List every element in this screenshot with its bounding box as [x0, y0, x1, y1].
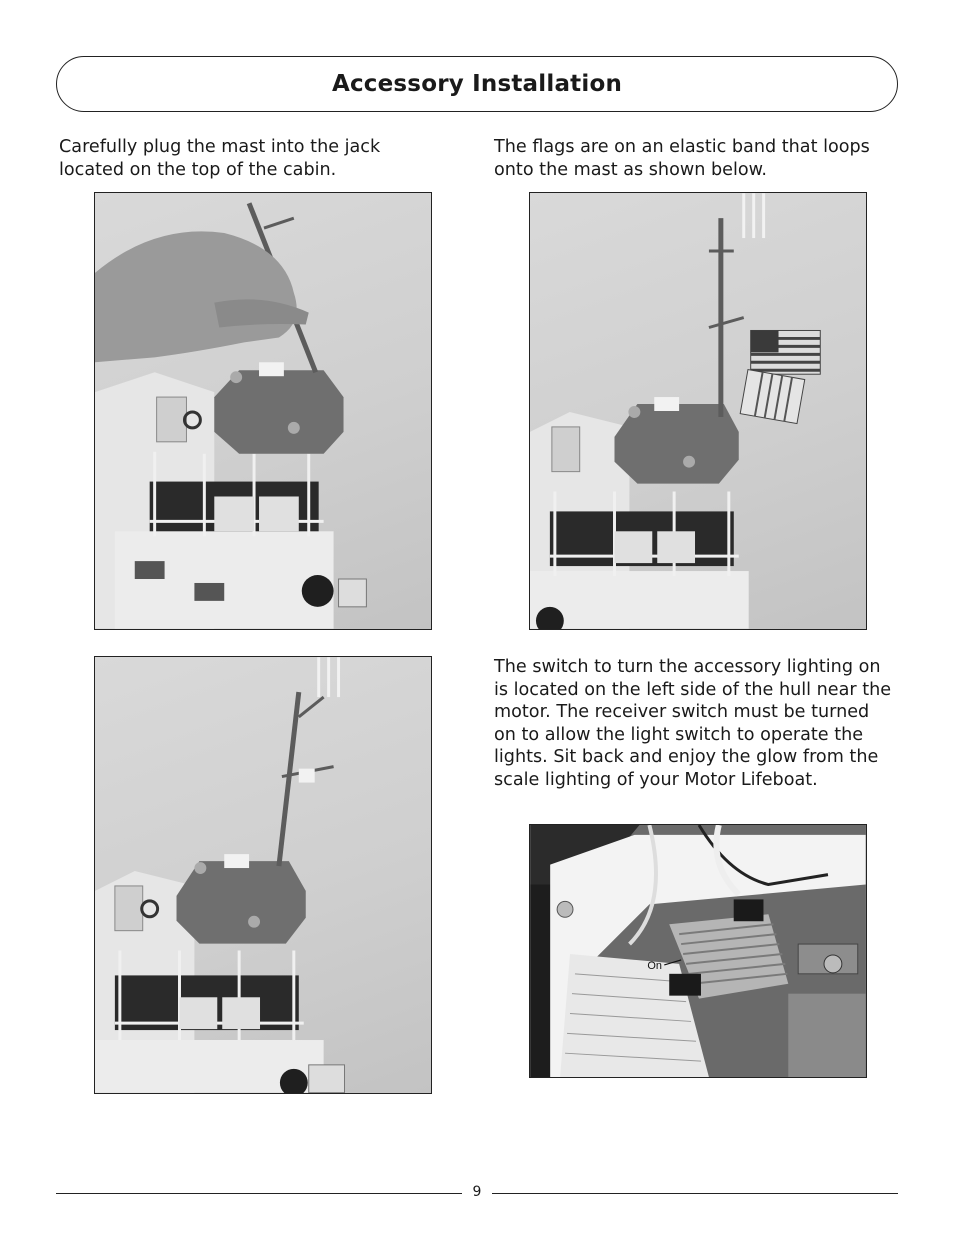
- photo-mast-install-illustration: [95, 193, 431, 629]
- light-switch-icon: [669, 974, 701, 996]
- flags-instructions: The flags are on an elastic band that loops onto the mast as shown below.: [494, 137, 870, 180]
- receiver-switch-icon: [734, 899, 764, 921]
- photo-mast-complete-illustration: [95, 657, 431, 1093]
- us-flag-icon: [751, 330, 821, 374]
- photo-flags-illustration: [530, 193, 866, 629]
- photo-mast-install: [94, 192, 432, 630]
- photo-flags-on-mast: [529, 192, 867, 630]
- switch-instructions: The switch to turn the accessory lighting on is located on the left side of the hull near the motor. The receiver switch must be turned on to allow the light switch to operate the lights. Sit back and enjoy the glow from the scale lighting of your Motor Lifeboat.: [494, 657, 892, 790]
- section-header: [56, 56, 898, 112]
- photo-light-switch: [529, 824, 867, 1078]
- photo-switch-illustration: [530, 825, 866, 1077]
- page-number: 9: [472, 1184, 482, 1200]
- ensign-flag-icon: [740, 370, 805, 424]
- footer-rule-right: [492, 1193, 898, 1194]
- photo-mast-complete: [94, 656, 432, 1094]
- page-title: Accessory Installation: [331, 71, 623, 97]
- mast-instructions: Carefully plug the mast into the jack located on the top of the cabin.: [59, 137, 381, 180]
- switch-on-label: On: [647, 959, 662, 972]
- footer-rule-left: [56, 1193, 462, 1194]
